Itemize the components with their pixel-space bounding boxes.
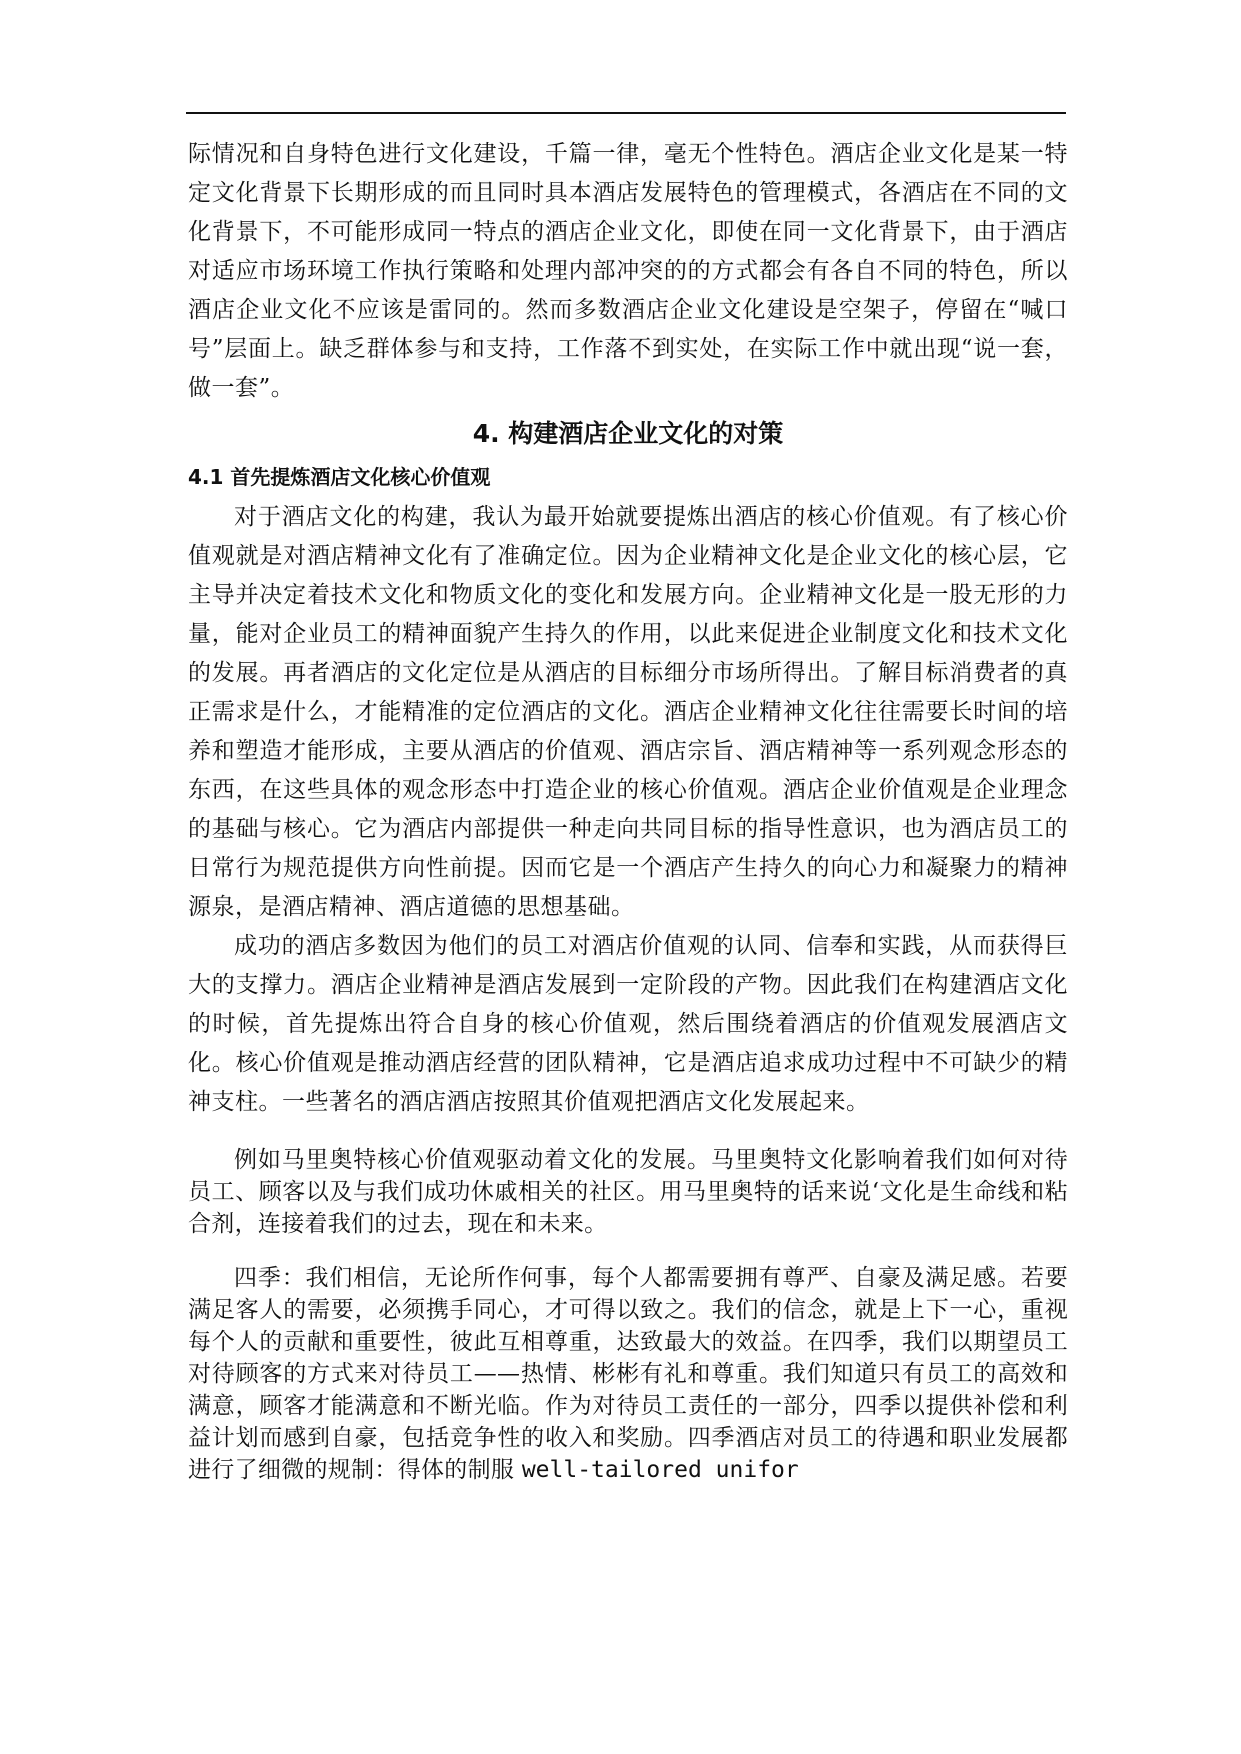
- paragraph-four-seasons: [188, 1262, 1068, 1486]
- subsection-heading: 4.1 首先提炼酒店文化核心价值观: [188, 465, 491, 489]
- document-body: [188, 135, 1068, 1486]
- paragraph-gap: [188, 1240, 1068, 1262]
- paragraph-successful-hotels: 成功的酒店多数因为他们的员工对酒店价值观的认同、信奉和实践，从而获得巨大的支撑力。酒店企业精神是酒店发展到一定阶段的产物。因此我们在构建酒店文化的时候，首先提炼出符合自身的核心价值观，然后围绕着酒店的价值观发展酒店文化。核心价值观是推动酒店经营的团队精神，它是酒店追求成功过程中不可缺少的精神支柱。一些著名的酒店酒店按照其价值观把酒店文化发展起来。: [188, 933, 1068, 1115]
- header-rule: [186, 112, 1066, 114]
- section-heading: 4. 构建酒店企业文化的对策: [472, 419, 784, 448]
- paragraph-core-values: 对于酒店文化的构建，我认为最开始就要提炼出酒店的核心价值观。有了核心价值观就是对酒店精神文化有了准确定位。因为企业精神文化是企业文化的核心层，它主导并决定着技术文化和物质文化的变化和发展方向。企业精神文化是一股无形的力量，能对企业员工的精神面貌产生持久的作用，以此来促进企业制度文化和技术文化的发展。再者酒店的文化定位是从酒店的目标细分市场所得出。了解目标消费者的真正需求是什么，才能精准的定位酒店的文化。酒店企业精神文化往往需要长时间的培养和塑造才能形成，主要从酒店的价值观、酒店宗旨、酒店精神等一系列观念形态的东西，在这些具体的观念形态中打造企业的核心价值观。酒店企业价值观是企业理念的基础与核心。它为酒店内部提供一种走向共同目标的指导性意识，也为酒店员工的日常行为规范提供方向性前提。因而它是一个酒店产生持久的向心力和凝聚力的精神源泉，是酒店精神、酒店道德的思想基础。: [188, 504, 1068, 920]
- paragraph-continuation: 际情况和自身特色进行文化建设，千篇一律，毫无个性特色。酒店企业文化是某一特定文化背景下长期形成的而且同时具本酒店发展特色的管理模式，各酒店在不同的文化背景下，不可能形成同一特点的酒店企业文化，即使在同一文化背景下，由于酒店对适应市场环境工作执行策略和处理内部冲突的的方式都会有各自不同的特色，所以酒店企业文化不应该是雷同的。然而多数酒店企业文化建设是空架子，停留在“喊口号”层面上。缺乏群体参与和支持，工作落不到实处，在实际工作中就出现“说一套，做一套”。: [188, 141, 1068, 401]
- paragraph-marriott: 例如马里奥特核心价值观驱动着文化的发展。马里奥特文化影响着我们如何对待员工、顾客以及与我们成功休戚相关的社区。用马里奥特的话来说‘文化是生命线和粘合剂，连接着我们的过去，现在和未来。: [188, 1147, 1068, 1237]
- four-seasons-english-text: well-tailored unifor: [521, 1457, 799, 1483]
- four-seasons-text: 四季：我们相信，无论所作何事，每个人都需要拥有尊严、自豪及满足感。若要满足客人的需要，必须携手同心，才可得以致之。我们的信念，就是上下一心，重视每个人的贡献和重要性，彼此互相尊重，达致最大的效益。在四季，我们以期望员工对待顾客的方式来对待员工——热情、彬彬有礼和尊重。我们知道只有员工的高效和满意，顾客才能满意和不断光临。作为对待员工责任的一部分，四季以提供补偿和利益计划而感到自豪，包括竞争性的收入和奖励。四季酒店对员工的待遇和职业发展都进行了细微的规制：得体的制服: [188, 1265, 1068, 1483]
- paragraph-gap: [188, 1122, 1068, 1144]
